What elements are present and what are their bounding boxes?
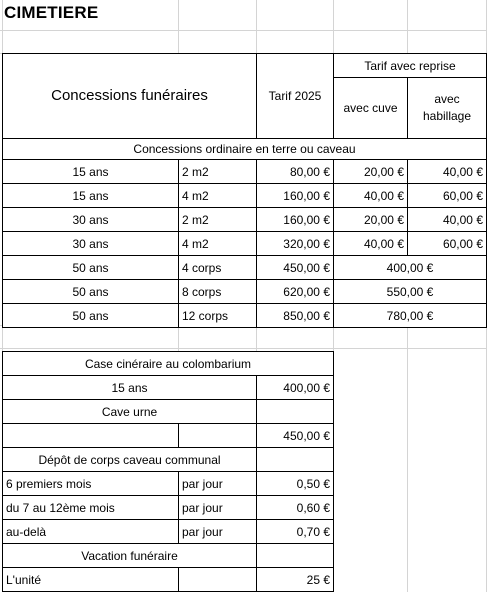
tarif-header: Tarif 2025 <box>257 54 334 139</box>
taille-cell: 4 corps <box>179 256 257 280</box>
reprise-header: Tarif avec reprise <box>334 54 487 78</box>
tarif-cell: 450,00 € <box>257 256 334 280</box>
habillage-cell: 60,00 € <box>408 184 487 208</box>
table-row <box>3 376 334 400</box>
cave-tarif-cell: 450,00 € <box>257 424 334 448</box>
cuve-cell: 40,00 € <box>334 184 408 208</box>
tarif-cell: 160,00 € <box>257 184 334 208</box>
vacation-title: Vacation funéraire <box>3 544 257 568</box>
reprise-cell: 780,00 € <box>334 304 487 328</box>
habillage-cell: 40,00 € <box>408 208 487 232</box>
cuve-cell: 40,00 € <box>334 232 408 256</box>
tarif-cell: 850,00 € <box>257 304 334 328</box>
table-row <box>3 520 334 544</box>
table-row <box>3 472 334 496</box>
reprise-cell: 400,00 € <box>334 256 487 280</box>
periode-cell: au-delà <box>3 520 179 544</box>
tarif-cell: 0,60 € <box>257 496 334 520</box>
taille-cell: 4 m2 <box>179 232 257 256</box>
unite-cell: par jour <box>179 496 257 520</box>
table-row <box>3 256 487 280</box>
services-table <box>2 351 334 592</box>
taille-cell: 2 m2 <box>179 160 257 184</box>
empty-cell <box>179 568 257 592</box>
vacation-label-cell: L'unité <box>3 568 179 592</box>
concessions-header: Concessions funéraires <box>3 54 257 139</box>
section-title: Concessions ordinaire en terre ou caveau <box>3 139 487 160</box>
empty-cell <box>257 544 334 568</box>
taille-cell: 2 m2 <box>179 208 257 232</box>
table-row <box>3 184 487 208</box>
taille-cell: 4 m2 <box>179 184 257 208</box>
vacation-tarif-cell: 25 € <box>257 568 334 592</box>
unite-cell: par jour <box>179 520 257 544</box>
table-row <box>3 160 487 184</box>
cuve-cell: 20,00 € <box>334 160 408 184</box>
avec-cuve-header: avec cuve <box>334 78 408 139</box>
duree-cell: 15 ans <box>3 184 179 208</box>
case-tarif-cell: 400,00 € <box>257 376 334 400</box>
tarif-cell: 0,70 € <box>257 520 334 544</box>
duree-cell: 30 ans <box>3 208 179 232</box>
cave-urne-title: Cave urne <box>3 400 257 424</box>
empty-cell <box>257 448 334 472</box>
taille-cell: 8 corps <box>179 280 257 304</box>
tarif-cell: 320,00 € <box>257 232 334 256</box>
unite-cell: par jour <box>179 472 257 496</box>
duree-cell: 50 ans <box>3 280 179 304</box>
reprise-cell: 550,00 € <box>334 280 487 304</box>
habillage-cell: 60,00 € <box>408 232 487 256</box>
page-title: CIMETIERE <box>4 3 99 22</box>
periode-cell: du 7 au 12ème mois <box>3 496 179 520</box>
depot-title: Dépôt de corps caveau communal <box>3 448 257 472</box>
duree-cell: 50 ans <box>3 256 179 280</box>
table-row <box>3 232 487 256</box>
case-duree-cell: 15 ans <box>3 376 257 400</box>
empty-cell <box>179 424 257 448</box>
duree-cell: 15 ans <box>3 160 179 184</box>
duree-cell: 50 ans <box>3 304 179 328</box>
taille-cell: 12 corps <box>179 304 257 328</box>
table-row <box>3 208 487 232</box>
cuve-cell: 20,00 € <box>334 208 408 232</box>
table-row <box>3 304 487 328</box>
empty-cell <box>257 400 334 424</box>
table-row <box>3 496 334 520</box>
empty-cell <box>3 424 179 448</box>
duree-cell: 30 ans <box>3 232 179 256</box>
table-row <box>3 280 487 304</box>
periode-cell: 6 premiers mois <box>3 472 179 496</box>
table-row <box>3 424 334 448</box>
tarif-cell: 0,50 € <box>257 472 334 496</box>
habillage-cell: 40,00 € <box>408 160 487 184</box>
tarif-cell: 620,00 € <box>257 280 334 304</box>
case-cineraire-title: Case cinéraire au colombarium <box>3 352 334 376</box>
avec-habillage-header: avec habillage <box>408 78 487 139</box>
concessions-table <box>2 53 487 328</box>
tarif-cell: 160,00 € <box>257 208 334 232</box>
table-row <box>3 568 334 592</box>
tarif-cell: 80,00 € <box>257 160 334 184</box>
